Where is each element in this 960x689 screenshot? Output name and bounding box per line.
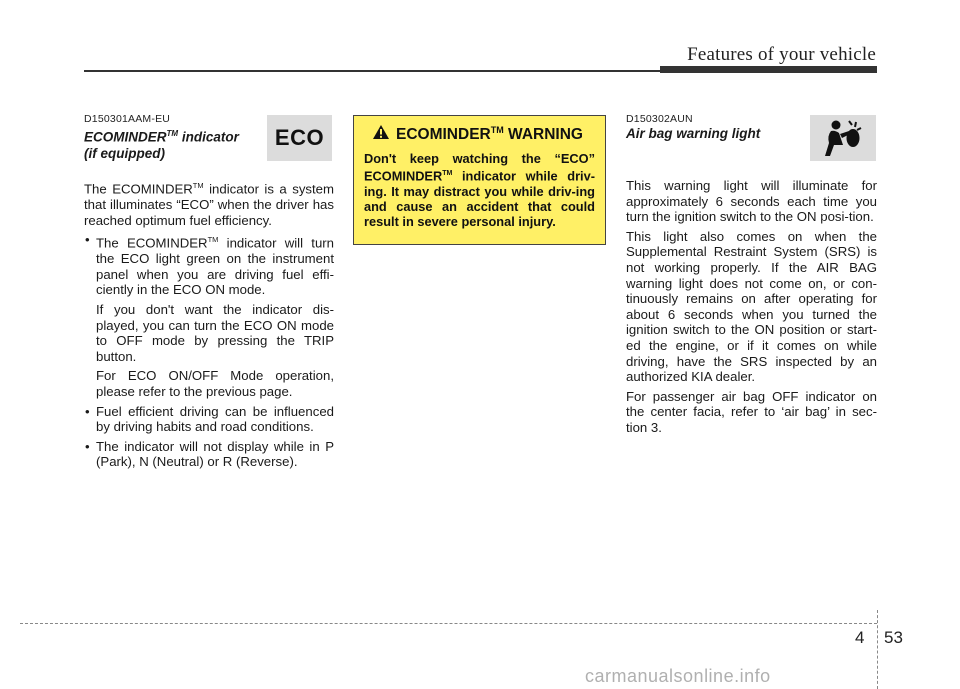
list-item: • The ECOMINDER™ indicator will turn the ECO light green on the instrument panel when you are driving fuel effi-ciently in the ECO ON mode. If you don't want the indicator dis-played, you can turn the ECO ON mode to OFF mode by pressing the TRIP button. For ECO ON/OFF Mode operation, please refer to the previous page. [84, 232, 334, 399]
watermark: carmanualsonline.info [585, 666, 771, 686]
ecominder-section-code: D150301AAM-EU [84, 113, 171, 125]
page-header-title: Features of your vehicle [687, 44, 876, 65]
eco-indicator-icon: ECO [267, 115, 332, 161]
airbag-section-title: Air bag warning light [626, 126, 761, 141]
ecominder-intro: The ECOMINDER™ indicator is a system that illuminates “ECO” when the driver has reached optimum fuel efficiency. [84, 181, 335, 228]
list-item: • The indicator will not display while in P (Park), N (Neutral) or R (Reverse). [84, 439, 334, 470]
chapter-number: 4 [855, 628, 865, 647]
airbag-paragraph-1: This warning light will illuminate for approximately 6 seconds each time you turn the ignition switch to the ON posi-tion. [626, 178, 877, 225]
ecominder-section-title: ECOMINDER™ indicator (if equipped) [84, 129, 239, 161]
airbag-paragraph-3: For passenger air bag OFF indicator on the center facia, refer to ‘air bag’ in sec-tion 3. [626, 388, 877, 435]
airbag-section-code: D150302AUN [626, 113, 693, 125]
warning-title: ECOMINDER™ WARNING [396, 124, 583, 144]
ecominder-warning-box [353, 115, 606, 245]
page-number: 53 [884, 628, 903, 647]
list-item: • Fuel efficient driving can be influenced by driving habits and road conditions. [84, 404, 334, 435]
header-rule-thin [84, 70, 660, 72]
airbag-paragraph-2: This light also comes on when the Supplemental Restraint System (SRS) is not working properly. If the AIR BAG warning light does not come on, or con-tinuously remains on after operating for about 6 seconds when you turned the ignition switch to the ON position or start-ed the engine, or if it comes on while driving, have the SRS inspected by an authorized KIA dealer. [626, 228, 877, 385]
warning-triangle-icon [372, 124, 390, 145]
ecominder-body [84, 178, 334, 474]
airbag-body [626, 178, 877, 440]
airbag-warning-icon [810, 115, 876, 161]
warning-text: Don't keep watching the “ECO” ECOMINDER™ indicator while driv-ing. It may distract you while driv-ing and cause an accident that could result in severe personal injury. [364, 151, 595, 230]
footer-rule [20, 623, 877, 624]
header-rule-thick [660, 66, 877, 73]
footer-divider [877, 610, 878, 689]
